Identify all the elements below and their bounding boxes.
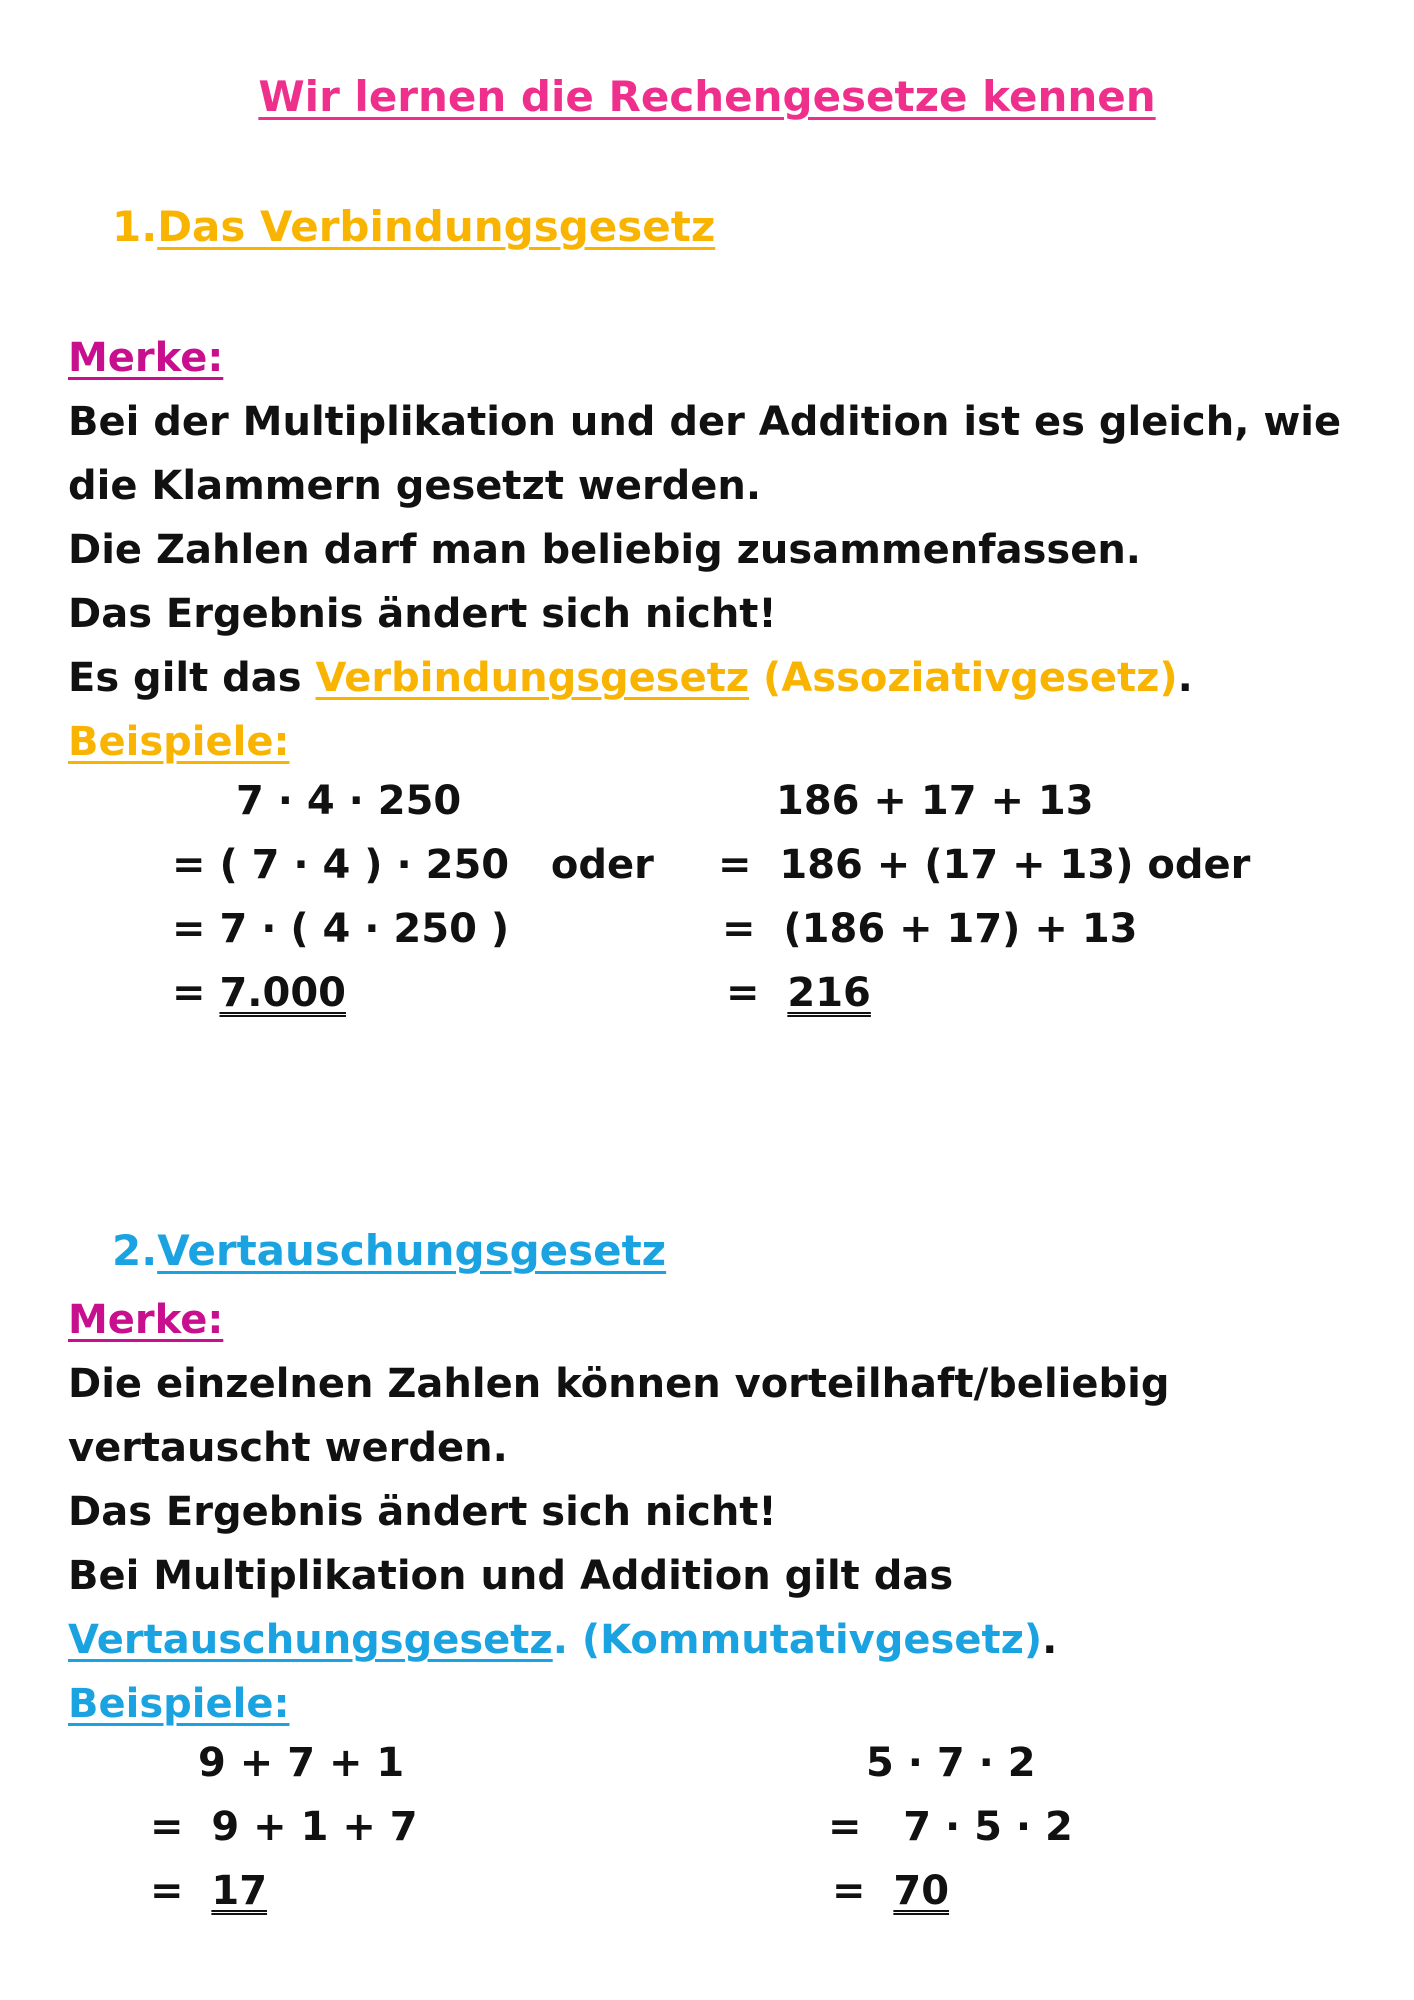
section1-line-1: Bei der Multiplikation und der Addition ist es gleich, wie [68,399,1342,445]
section2-line-4: Bei Multiplikation und Addition gilt das [68,1553,954,1599]
section2-rule-term: Vertauschungsgesetz [68,1617,553,1663]
section2-heading-text: Vertauschungsgesetz [157,1226,667,1275]
equals-sign: = [832,1868,894,1914]
section1-left-row-4 [172,970,346,1016]
section1-right-row-4 [726,970,871,1016]
section1-merke: Merke: [68,335,224,381]
section1-rule [68,646,1193,710]
section1-right-row-1: 186 + 17 + 13 [776,778,1094,824]
section2-line-3: Das Ergebnis ändert sich nicht! [68,1489,777,1535]
section2-right-row-1: 5 · 7 · 2 [866,1740,1036,1786]
section2-left-row-2: = 9 + 1 + 7 [150,1804,418,1850]
section1-number: 1. [112,202,158,251]
section1-line-2: die Klammern gesetzt werden. [68,463,762,509]
section2-merke: Merke: [68,1297,224,1343]
section1-right-row-3: = (186 + 17) + 13 [722,906,1138,952]
section2-examples-label: Beispiele: [68,1681,290,1727]
section2-heading [112,1226,666,1275]
section1-left-row-3: = 7 · ( 4 · 250 ) [172,906,510,952]
section2-right-row-2: = 7 · 5 · 2 [828,1804,1073,1850]
section1-right-result: 216 [787,970,871,1016]
section2-rule [68,1608,1057,1672]
section1-rule-prefix: Es gilt das [68,655,316,701]
equals-sign: = [726,970,788,1016]
section2-left-result: 17 [211,1868,268,1914]
section1-heading [112,202,715,251]
section1-line-4: Das Ergebnis ändert sich nicht! [68,591,777,637]
section2-rule-alt: . (Kommutativgesetz) [552,1617,1043,1663]
page-title: Wir lernen die Rechengesetze kennen [258,72,1156,121]
section1-rule-term: Verbindungsgesetz [315,655,750,701]
section2-line-2: vertauscht werden. [68,1425,508,1471]
section1-left-result: 7.000 [219,970,346,1016]
section1-left-row-2: = ( 7 · 4 ) · 250 oder [172,842,654,888]
section1-rule-alt: (Assoziativgesetz) [749,655,1178,701]
section2-right-row-3 [832,1868,949,1914]
section1-heading-text: Das Verbindungsgesetz [157,202,716,251]
section1-left-row-1: 7 · 4 · 250 [236,778,462,824]
section2-left-row-3 [150,1868,267,1914]
section2-left-row-1: 9 + 7 + 1 [198,1740,405,1786]
section1-line-3: Die Zahlen darf man beliebig zusammenfassen. [68,527,1141,573]
section2-right-result: 70 [893,1868,950,1914]
equals-sign: = [150,1868,212,1914]
section2-rule-end: . [1042,1617,1058,1663]
equals-sign: = [172,970,220,1016]
section1-examples-label: Beispiele: [68,719,290,765]
section1-rule-end: . [1177,655,1193,701]
section2-number: 2. [112,1226,158,1275]
section2-line-1: Die einzelnen Zahlen können vorteilhaft/beliebig [68,1361,1170,1407]
section1-right-row-2: = 186 + (17 + 13) oder [718,842,1251,888]
